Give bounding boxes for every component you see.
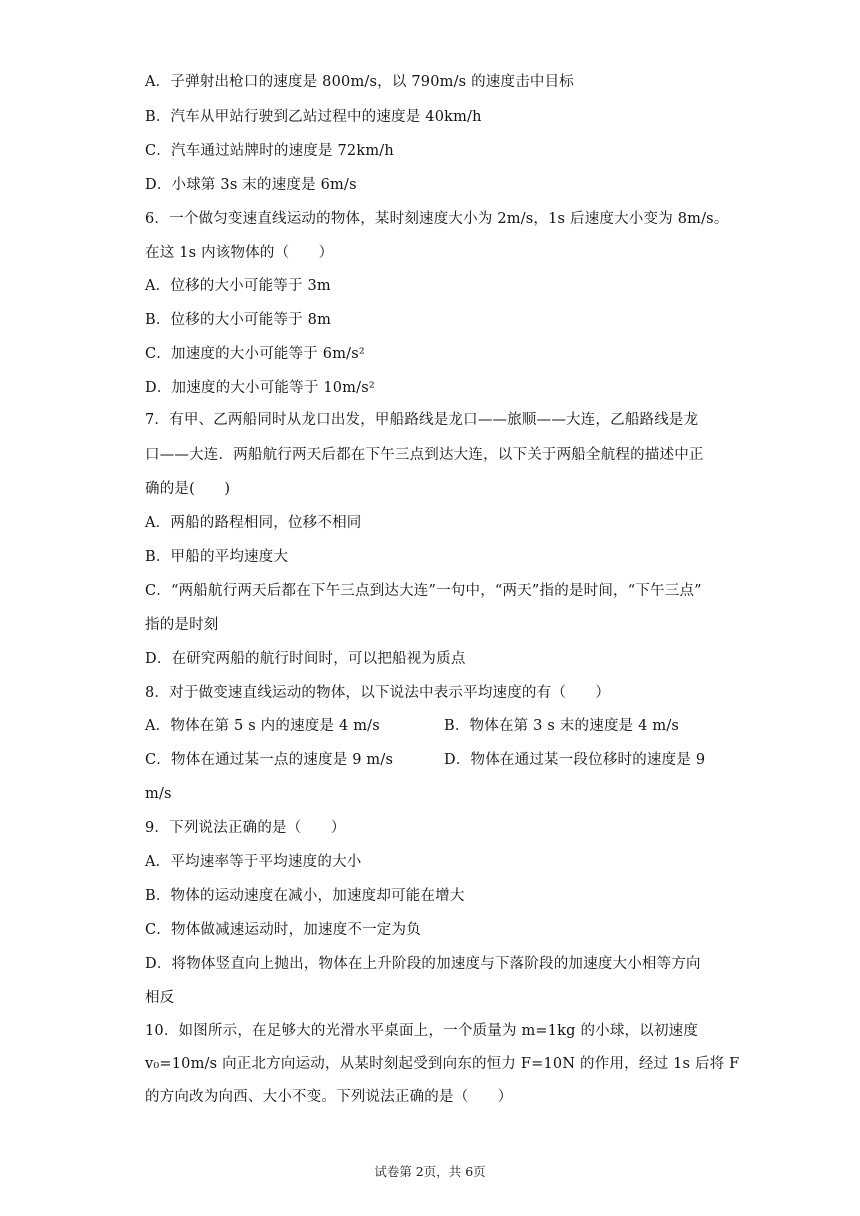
- q5-option-b: B．汽车从甲站行驶到乙站过程中的速度是 40km/h: [145, 109, 482, 125]
- q9-option-b: B．物体的运动速度在减小，加速度却可能在增大: [145, 888, 465, 904]
- q7-option-d: D．在研究两船的航行时间时，可以把船视为质点: [145, 651, 466, 667]
- q7-stem-line-1: 7．有甲、乙两船同时从龙口出发，甲船路线是龙口——旅顺——大连，乙船路线是龙: [145, 412, 699, 428]
- q6-stem-line-1: 6．一个做匀变速直线运动的物体，某时刻速度大小为 2m/s，1s 后速度大小变为 8m/s。: [145, 211, 729, 227]
- q6-stem-line-2: 在这 1s 内该物体的（ ）: [145, 245, 334, 261]
- q8-stem: 8．对于做变速直线运动的物体，以下说法中表示平均速度的有（ ）: [145, 685, 611, 701]
- q9-option-d-line-1: D．将物体竖直向上抛出，物体在上升阶段的加速度与下落阶段的加速度大小相等方向: [145, 956, 701, 972]
- q8-option-d-line-1: D．物体在通过某一段位移时的速度是 9: [444, 752, 706, 768]
- q6-option-a: A．位移的大小可能等于 3m: [145, 278, 331, 294]
- q6-option-d: D．加速度的大小可能等于 10m/s²: [145, 380, 375, 396]
- q8-option-d-line-2: m/s: [145, 786, 172, 802]
- q5-option-d: D．小球第 3s 末的速度是 6m/s: [145, 177, 357, 193]
- q8-option-c: C．物体在通过某一点的速度是 9 m/s: [145, 752, 394, 768]
- q10-stem-line-1: 10．如图所示，在足够大的光滑水平桌面上，一个质量为 m=1kg 的小球，以初速度: [145, 1023, 699, 1039]
- q8-option-a: A．物体在第 5 s 内的速度是 4 m/s: [145, 718, 380, 734]
- q7-option-c-line-2: 指的是时刻: [145, 617, 219, 633]
- q5-option-c: C．汽车通过站牌时的速度是 72km/h: [145, 143, 394, 159]
- page-footer: 试卷第 2页，共 6页: [374, 1164, 486, 1179]
- q5-option-a: A．子弹射出枪口的速度是 800m/s，以 790m/s 的速度击中目标: [145, 74, 575, 90]
- q9-stem: 9．下列说法正确的是（ ）: [145, 820, 346, 836]
- q9-option-d-line-2: 相反: [145, 990, 175, 1006]
- q7-option-b: B．甲船的平均速度大: [145, 549, 289, 565]
- q7-stem-line-2: 口——大连．两船航行两天后都在下午三点到达大连，以下关于两船全航程的描述中正: [145, 447, 704, 463]
- q7-stem-line-3: 确的是( ): [145, 481, 231, 497]
- q8-option-b: B．物体在第 3 s 末的速度是 4 m/s: [444, 718, 680, 734]
- q9-option-a: A．平均速率等于平均速度的大小: [145, 854, 362, 870]
- q10-stem-line-2: v₀=10m/s 向正北方向运动，从某时刻起受到向东的恒力 F=10N 的作用，经过 1s 后将 F: [145, 1056, 740, 1072]
- q7-option-c-line-1: C．“两船航行两天后都在下午三点到达大连”一句中，“两天”指的是时间，“下午三点”: [145, 583, 702, 599]
- q9-option-c: C．物体做减速运动时，加速度不一定为负: [145, 922, 421, 938]
- q7-option-a: A．两船的路程相同，位移不相同: [145, 515, 362, 531]
- q6-option-b: B．位移的大小可能等于 8m: [145, 312, 332, 328]
- q10-stem-line-3: 的方向改为向西、大小不变。下列说法正确的是（ ）: [145, 1089, 513, 1105]
- q6-option-c: C．加速度的大小可能等于 6m/s²: [145, 346, 365, 362]
